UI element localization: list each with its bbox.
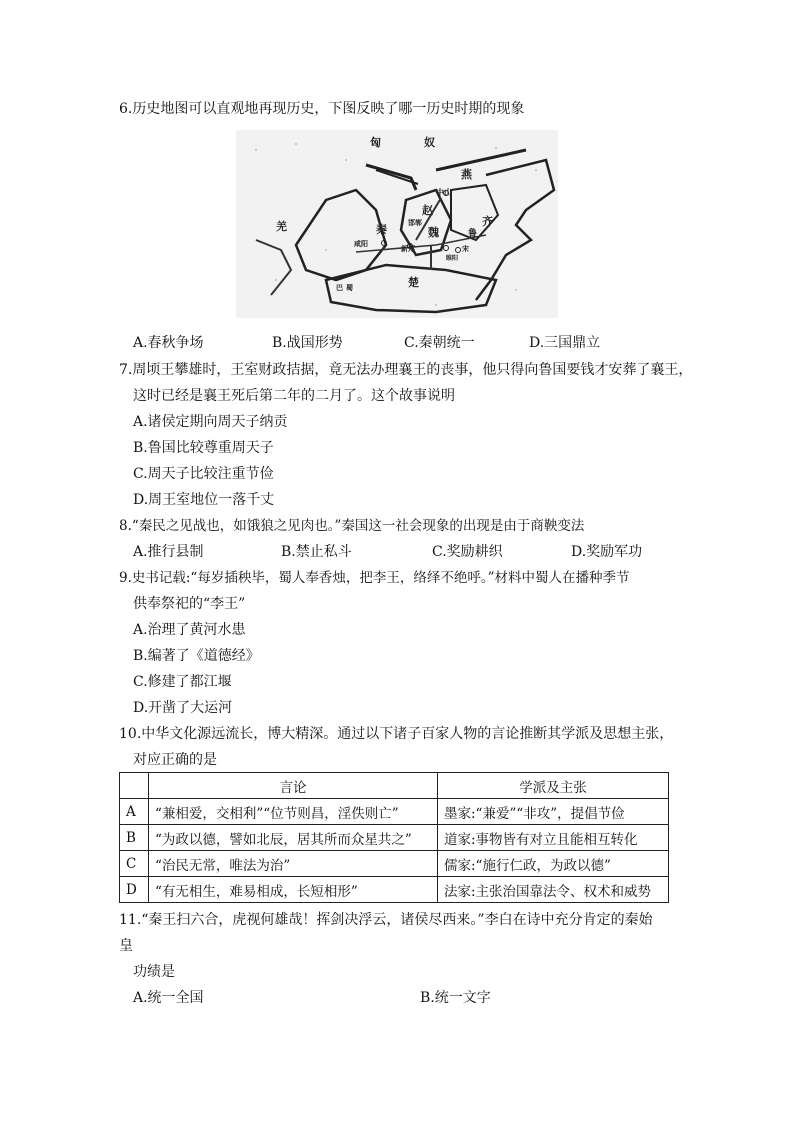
map-label-xiongnu2: 奴 [424,136,435,149]
table-cell-option: C [120,851,149,877]
q9-option-c[interactable]: C.修建了都江堰 [133,674,232,690]
q6-option-d[interactable]: D.三国鼎立 [529,335,601,351]
q9-stem-line1: 9.史书记载:“每岁插秧毕，蜀人奉香烛，把李王，络绎不绝呼。”材料中蜀人在播种季节 [119,570,630,586]
q7-option-b[interactable]: B.鲁国比较尊重周天子 [133,440,274,456]
q7-option-c[interactable]: C.周天子比较注重节俭 [133,466,274,482]
map-label-song: 宋 [462,245,469,253]
q8-option-a[interactable]: A.推行县制 [133,544,204,560]
q7-stem-line2: 这时已经是襄王死后第二年的二月了。这个故事说明 [133,388,455,404]
q6-option-c[interactable]: C.秦朝统一 [404,335,475,351]
table-header-empty [120,773,149,799]
table-cell-school: 墨家:“兼爱”“非攻”，提倡节俭 [438,799,669,825]
table-header-quote: 言论 [149,773,438,799]
table-cell-quote: “有无相生，难易相成，长短相形” [149,877,438,903]
map-label-qi: 齐 [482,215,493,228]
table-cell-option: A [120,799,149,825]
q8-option-c[interactable]: C.奖励耕织 [432,544,503,560]
q8-option-b[interactable]: B.禁止私斗 [281,544,352,560]
table-cell-option: B [120,825,149,851]
q7-option-a[interactable]: A.诸侯定期向周天子纳贡 [133,414,288,430]
table-header-row [120,773,669,799]
table-cell-school: 道家:事物皆有对立且能相互转化 [438,825,669,851]
q10-table [119,772,669,903]
map-label-qin: 秦 [376,223,387,236]
map-label-xiongnu1: 匈 [370,136,381,149]
q11-option-a[interactable]: A.统一全国 [133,990,204,1006]
table-cell-school: 儒家:“施行仁政，为政以德” [438,851,669,877]
map-label-suiyang: 睢阳 [446,255,459,262]
table-cell-quote: “兼相爱，交相利”“位节则昌，淫佚则亡” [149,799,438,825]
table-header-school: 学派及主张 [438,773,669,799]
map-label-xinzheng: 新郑 [401,245,415,253]
q7-stem-line1: 7.周顷王攀雄时，王室财政拮据，竟无法办理襄王的丧事，他只得向鲁国要钱才安葬了襄王， [119,362,693,378]
q9-option-d[interactable]: D.开凿了大运河 [133,700,233,716]
table-row[interactable] [120,825,669,851]
map-label-shu: 蜀 [346,284,353,292]
q8-stem: 8.“秦民之见战也，如饿狼之见肉也。”秦国这一社会现象的出现是由于商鞅变法 [119,518,585,534]
q6-option-b[interactable]: B.战国形势 [272,335,343,351]
q11-option-b[interactable]: B.统一文字 [420,990,491,1006]
q9-option-b[interactable]: B.编著了《道德经》 [133,648,260,664]
table-row[interactable] [120,799,669,825]
q11-stem-line2: 皇 [119,938,133,954]
map-label-zhao: 赵 [422,204,433,217]
q9-option-a[interactable]: A.治理了黄河水患 [133,622,246,638]
table-cell-quote: “为政以德，譬如北辰，居其所而众星共之” [149,825,438,851]
map-label-wei: 魏 [428,226,439,239]
map-label-qiang: 羌 [276,220,287,233]
map-label-yan: 燕 [461,168,472,181]
q6-option-a[interactable]: A.春秋争场 [133,335,204,351]
q10-stem-line1: 10.中华文化源远流长，博大精深。通过以下诸子百家人物的言论推断其学派及思想主张， [119,726,674,742]
q8-option-d[interactable]: D.奖励军功 [571,544,643,560]
q10-stem-line2: 对应正确的是 [133,752,217,768]
q11-stem-line3: 功绩是 [133,964,175,980]
map-label-xianyang: 咸阳 [354,240,368,248]
table-cell-school: 法家:主张治国靠法令、权术和威势 [438,877,669,903]
table-row[interactable] [120,851,669,877]
map-label-handan: 邯郸 [408,219,422,227]
q7-option-d[interactable]: D.周王室地位一落千丈 [133,492,275,508]
table-row[interactable] [120,877,669,903]
map-label-lu: 鲁 [468,229,478,239]
table-cell-option: D [120,877,149,903]
q11-stem-line1: 11.“秦王扫六合，虎视何雄哉！挥剑决浮云，诸侯尽西来。”李白在诗中充分肯定的秦始 [119,912,653,928]
map-label-zhongshan: 中山 [436,188,452,197]
q9-stem-line2: 供奉祭祀的“李王” [133,596,246,612]
q6-stem: 6.历史地图可以直观地再现历史，下图反映了哪一历史时期的现象 [119,101,525,117]
table-cell-quote: “治民无常，唯法为治” [149,851,438,877]
warring-states-map [236,130,558,318]
map-label-chu: 楚 [408,276,419,289]
map-label-ba: 巴 [336,284,343,292]
